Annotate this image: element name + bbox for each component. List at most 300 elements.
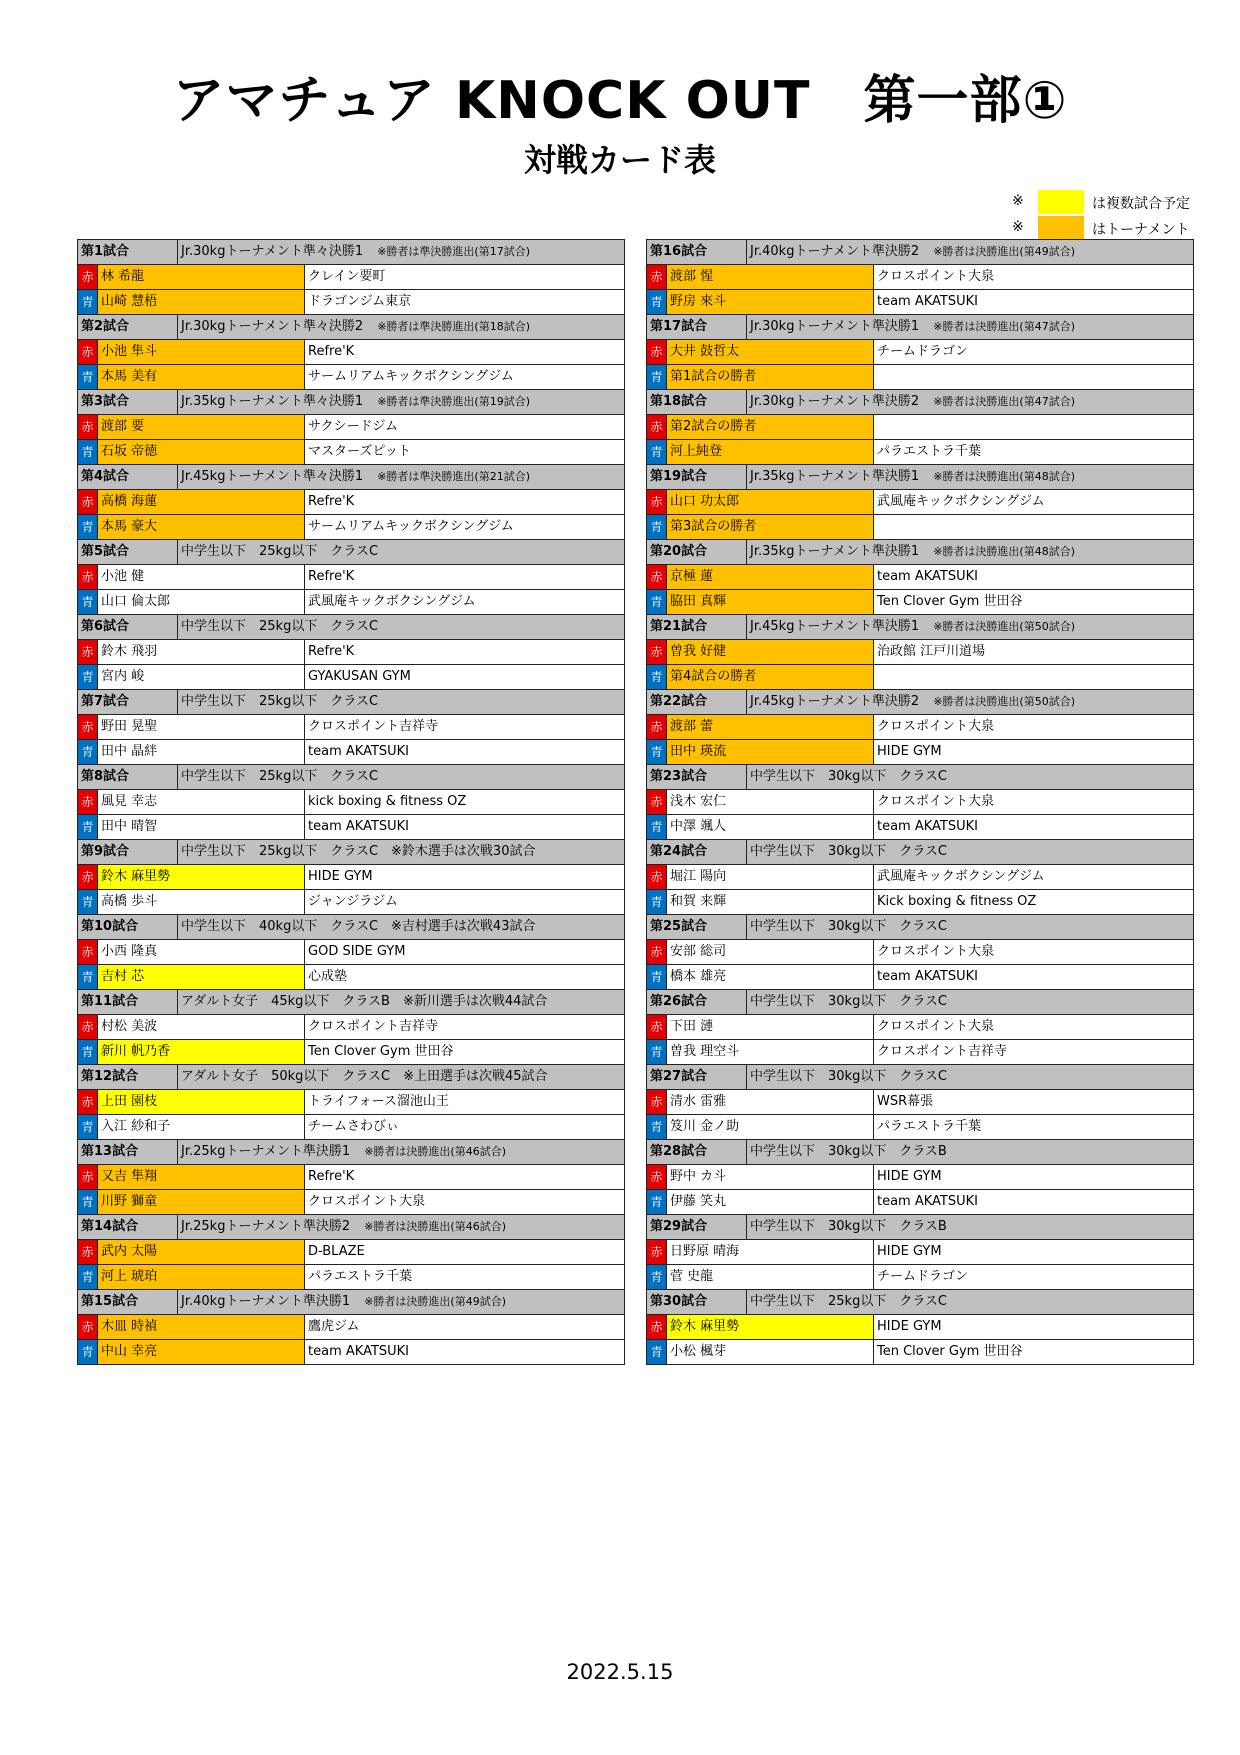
fighter-row-blue	[78, 440, 625, 465]
fighter-gym	[874, 515, 1194, 540]
match-info	[747, 1215, 1194, 1240]
fighter-row-red	[78, 865, 625, 890]
fighter-gym: HIDE GYM	[874, 1315, 1194, 1340]
match-number: 第6試合	[78, 615, 178, 640]
match-category: アダルト女子 45kg以下 クラスB ※新川選手は次戦44試合	[181, 994, 548, 1009]
fighter-row-blue	[647, 290, 1194, 315]
match-header-row	[647, 765, 1194, 790]
match-note: ※勝者は決勝進出(第48試合)	[933, 545, 1075, 558]
match-header-row	[647, 1065, 1194, 1090]
fighter-row-blue	[78, 740, 625, 765]
match-category: Jr.40kgトーナメント準決勝2	[750, 244, 920, 259]
legend-swatch-yellow	[1038, 190, 1084, 214]
fighter-gym: HIDE GYM	[874, 1165, 1194, 1190]
match-header-row	[78, 540, 625, 565]
blue-corner-badge: 青	[647, 815, 667, 840]
blue-corner-badge: 青	[78, 890, 98, 915]
match-header-row	[78, 615, 625, 640]
match-info	[747, 765, 1194, 790]
blue-corner-badge: 青	[647, 665, 667, 690]
fighter-gym	[874, 365, 1194, 390]
fighter-gym: トライフォース溜池山王	[305, 1090, 625, 1115]
fighter-row-red	[647, 1015, 1194, 1040]
fighter-name: 京極 蓮	[667, 565, 874, 590]
fighter-name: 曽我 理空斗	[667, 1040, 874, 1065]
match-info	[747, 840, 1194, 865]
match-header-row	[78, 390, 625, 415]
fighter-name: 山崎 慧梧	[98, 290, 305, 315]
match-category: Jr.25kgトーナメント準決勝2	[181, 1219, 351, 1234]
fighter-gym: team AKATSUKI	[305, 1340, 625, 1365]
blue-corner-badge: 青	[78, 515, 98, 540]
fighter-name: 第4試合の勝者	[667, 665, 874, 690]
fighter-row-red	[78, 940, 625, 965]
fighter-row-red	[647, 715, 1194, 740]
fighter-row-blue	[647, 965, 1194, 990]
red-corner-badge: 赤	[647, 1090, 667, 1115]
red-corner-badge: 赤	[647, 1015, 667, 1040]
fighter-row-red	[647, 790, 1194, 815]
fighter-name: 中澤 颯人	[667, 815, 874, 840]
fighter-gym: クロスポイント大泉	[874, 1015, 1194, 1040]
match-category: 中学生以下 30kg以下 クラスC	[750, 994, 948, 1009]
match-header-row	[647, 840, 1194, 865]
fighter-row-blue	[78, 965, 625, 990]
match-info	[747, 1065, 1194, 1090]
fighter-row-blue	[78, 515, 625, 540]
fighter-row-blue	[647, 1190, 1194, 1215]
fighter-row-red	[647, 415, 1194, 440]
fighter-gym: 鷹虎ジム	[305, 1315, 625, 1340]
match-number: 第7試合	[78, 690, 178, 715]
fighter-gym: パラエストラ千葉	[874, 1115, 1194, 1140]
match-note: ※勝者は決勝進出(第50試合)	[933, 620, 1075, 633]
blue-corner-badge: 青	[647, 740, 667, 765]
fighter-name: 林 希龍	[98, 265, 305, 290]
fighter-row-blue	[78, 1115, 625, 1140]
red-corner-badge: 赤	[647, 265, 667, 290]
match-category: 中学生以下 25kg以下 クラスC	[181, 544, 379, 559]
match-category: Jr.35kgトーナメント準決勝1	[750, 469, 920, 484]
red-corner-badge: 赤	[78, 1015, 98, 1040]
fighter-row-red	[78, 790, 625, 815]
fighter-name: 渡部 惺	[667, 265, 874, 290]
fighter-gym: D-BLAZE	[305, 1240, 625, 1265]
red-corner-badge: 赤	[647, 415, 667, 440]
match-note: ※勝者は準決勝進出(第19試合)	[377, 395, 531, 408]
legend-mark: ※	[1012, 193, 1024, 209]
fighter-name: 小池 隼斗	[98, 340, 305, 365]
match-header-row	[647, 690, 1194, 715]
match-info	[747, 315, 1194, 340]
blue-corner-badge: 青	[647, 515, 667, 540]
blue-corner-badge: 青	[78, 440, 98, 465]
fighter-name: 本馬 豪大	[98, 515, 305, 540]
fighter-gym: ジャンジラジム	[305, 890, 625, 915]
match-number: 第25試合	[647, 915, 747, 940]
legend-mark: ※	[1012, 219, 1024, 235]
fighter-name: 野房 來斗	[667, 290, 874, 315]
match-info	[747, 615, 1194, 640]
match-header-row	[78, 1140, 625, 1165]
left-match-column	[77, 239, 624, 1365]
fighter-gym: Refre'K	[305, 565, 625, 590]
fighter-row-red	[647, 640, 1194, 665]
blue-corner-badge: 青	[78, 1115, 98, 1140]
legend-text: はトーナメント	[1092, 222, 1190, 238]
match-header-row	[647, 990, 1194, 1015]
fighter-gym: パラエストラ千葉	[874, 440, 1194, 465]
fighter-name: 小西 隆真	[98, 940, 305, 965]
fighter-row-blue	[647, 890, 1194, 915]
match-note: ※勝者は決勝進出(第49試合)	[933, 245, 1075, 258]
fighter-gym: HIDE GYM	[305, 865, 625, 890]
fighter-row-red	[647, 490, 1194, 515]
match-number: 第12試合	[78, 1065, 178, 1090]
match-info	[178, 990, 625, 1015]
match-info	[747, 915, 1194, 940]
fighter-name: 鈴木 麻里勢	[98, 865, 305, 890]
fighter-gym: Ten Clover Gym 世田谷	[874, 590, 1194, 615]
blue-corner-badge: 青	[78, 1340, 98, 1365]
fighter-row-blue	[78, 1340, 625, 1365]
match-category: 中学生以下 30kg以下 クラスC	[750, 1069, 948, 1084]
fighter-name: 鈴木 麻里勢	[667, 1315, 874, 1340]
red-corner-badge: 赤	[78, 340, 98, 365]
match-note: ※勝者は決勝進出(第47試合)	[933, 320, 1075, 333]
fighter-gym: kick boxing & fitness OZ	[305, 790, 625, 815]
match-category: Jr.45kgトーナメント準々決勝1	[181, 469, 364, 484]
fighter-name: 第3試合の勝者	[667, 515, 874, 540]
fighter-gym	[874, 665, 1194, 690]
blue-corner-badge: 青	[647, 1190, 667, 1215]
match-category: 中学生以下 30kg以下 クラスC	[750, 844, 948, 859]
match-category: Jr.35kgトーナメント準決勝1	[750, 544, 920, 559]
fighter-row-blue	[647, 1265, 1194, 1290]
fighter-gym: Ten Clover Gym 世田谷	[874, 1340, 1194, 1365]
match-number: 第27試合	[647, 1065, 747, 1090]
match-info	[747, 540, 1194, 565]
blue-corner-badge: 青	[647, 590, 667, 615]
match-header-row	[647, 1215, 1194, 1240]
fighter-name: 吉村 芯	[98, 965, 305, 990]
match-info	[178, 915, 625, 940]
fighter-gym: Kick boxing & fitness OZ	[874, 890, 1194, 915]
blue-corner-badge: 青	[78, 290, 98, 315]
match-number: 第26試合	[647, 990, 747, 1015]
blue-corner-badge: 青	[647, 440, 667, 465]
match-number: 第17試合	[647, 315, 747, 340]
match-number: 第3試合	[78, 390, 178, 415]
match-header-row	[647, 315, 1194, 340]
match-number: 第4試合	[78, 465, 178, 490]
match-category: アダルト女子 50kg以下 クラスC ※上田選手は次戦45試合	[181, 1069, 548, 1084]
fighter-gym: サームリアムキックボクシングジム	[305, 365, 625, 390]
fighter-gym: Ten Clover Gym 世田谷	[305, 1040, 625, 1065]
fighter-name: 曽我 好健	[667, 640, 874, 665]
red-corner-badge: 赤	[78, 1090, 98, 1115]
fighter-gym: WSR幕張	[874, 1090, 1194, 1115]
match-number: 第13試合	[78, 1140, 178, 1165]
match-number: 第19試合	[647, 465, 747, 490]
fighter-name: 上田 園枝	[98, 1090, 305, 1115]
fighter-gym: クロスポイント大泉	[874, 715, 1194, 740]
fighter-row-red	[78, 1315, 625, 1340]
match-info	[747, 465, 1194, 490]
match-info	[178, 240, 625, 265]
fighter-row-blue	[647, 1340, 1194, 1365]
match-table-left	[77, 239, 625, 1365]
red-corner-badge: 赤	[78, 490, 98, 515]
match-number: 第21試合	[647, 615, 747, 640]
match-header-row	[647, 390, 1194, 415]
fighter-name: 田中 晴智	[98, 815, 305, 840]
match-header-row	[78, 1215, 625, 1240]
fighter-gym: team AKATSUKI	[874, 290, 1194, 315]
fighter-row-red	[78, 415, 625, 440]
fighter-gym: クロスポイント吉祥寺	[305, 1015, 625, 1040]
match-note: ※勝者は決勝進出(第48試合)	[933, 470, 1075, 483]
match-category: 中学生以下 25kg以下 クラスC	[181, 619, 379, 634]
fighter-row-red	[78, 340, 625, 365]
match-number: 第29試合	[647, 1215, 747, 1240]
fighter-gym: チームさわびぃ	[305, 1115, 625, 1140]
red-corner-badge: 赤	[647, 940, 667, 965]
fighter-name: 渡部 蕾	[667, 715, 874, 740]
fighter-name: 橋本 雄亮	[667, 965, 874, 990]
fighter-gym: チームドラゴン	[874, 1265, 1194, 1290]
fighter-row-blue	[647, 590, 1194, 615]
fighter-gym: Refre'K	[305, 640, 625, 665]
match-category: 中学生以下 30kg以下 クラスC	[750, 769, 948, 784]
match-category: Jr.30kgトーナメント準々決勝2	[181, 319, 364, 334]
red-corner-badge: 赤	[647, 565, 667, 590]
fighter-gym: GOD SIDE GYM	[305, 940, 625, 965]
match-category: 中学生以下 25kg以下 クラスC	[750, 1294, 948, 1309]
fighter-row-red	[647, 1240, 1194, 1265]
fighter-row-blue	[78, 815, 625, 840]
match-header-row	[647, 1290, 1194, 1315]
match-info	[178, 315, 625, 340]
fighter-name: 鈴木 飛羽	[98, 640, 305, 665]
fighter-gym: team AKATSUKI	[874, 965, 1194, 990]
fighter-row-red	[647, 565, 1194, 590]
fighter-gym: 武風庵キックボクシングジム	[305, 590, 625, 615]
fighter-name: 脇田 真輝	[667, 590, 874, 615]
match-header-row	[78, 1065, 625, 1090]
match-info	[747, 990, 1194, 1015]
red-corner-badge: 赤	[647, 865, 667, 890]
fighter-row-blue	[78, 1190, 625, 1215]
match-info	[178, 1140, 625, 1165]
fighter-name: 和賀 来輝	[667, 890, 874, 915]
blue-corner-badge: 青	[647, 1340, 667, 1365]
match-category: 中学生以下 25kg以下 クラスC	[181, 694, 379, 709]
match-info	[747, 390, 1194, 415]
fighter-row-red	[78, 265, 625, 290]
fighter-gym: チームドラゴン	[874, 340, 1194, 365]
fighter-gym: マスターズピット	[305, 440, 625, 465]
fighter-name: 小松 楓芽	[667, 1340, 874, 1365]
event-date: 2022.5.15	[566, 1660, 674, 1684]
fighter-name: 高橋 海蓮	[98, 490, 305, 515]
fighter-name: 木皿 時禎	[98, 1315, 305, 1340]
match-info	[747, 690, 1194, 715]
fighter-row-red	[647, 1165, 1194, 1190]
blue-corner-badge: 青	[78, 965, 98, 990]
match-info	[178, 1215, 625, 1240]
red-corner-badge: 赤	[78, 565, 98, 590]
match-note: ※勝者は準決勝進出(第17試合)	[377, 245, 531, 258]
match-number: 第16試合	[647, 240, 747, 265]
match-number: 第20試合	[647, 540, 747, 565]
fighter-row-blue	[647, 1040, 1194, 1065]
match-number: 第14試合	[78, 1215, 178, 1240]
blue-corner-badge: 青	[647, 290, 667, 315]
fighter-gym: クロスポイント大泉	[874, 265, 1194, 290]
fighter-row-red	[78, 640, 625, 665]
fighter-row-red	[78, 1090, 625, 1115]
fighter-gym: サクシードジム	[305, 415, 625, 440]
match-number: 第23試合	[647, 765, 747, 790]
match-header-row	[647, 240, 1194, 265]
fighter-name: 又吉 隼翔	[98, 1165, 305, 1190]
fighter-row-blue	[78, 365, 625, 390]
legend-text: は複数試合予定	[1092, 196, 1190, 212]
match-category: 中学生以下 40kg以下 クラスC ※吉村選手は次戦43試合	[181, 919, 536, 934]
fighter-row-blue	[647, 440, 1194, 465]
red-corner-badge: 赤	[78, 715, 98, 740]
match-header-row	[78, 690, 625, 715]
red-corner-badge: 赤	[78, 640, 98, 665]
fighter-name: 第2試合の勝者	[667, 415, 874, 440]
fighter-row-red	[78, 490, 625, 515]
red-corner-badge: 赤	[647, 1315, 667, 1340]
fighter-gym: サームリアムキックボクシングジム	[305, 515, 625, 540]
red-corner-badge: 赤	[647, 790, 667, 815]
fighter-row-red	[78, 715, 625, 740]
fighter-name: 下田 漣	[667, 1015, 874, 1040]
match-note: ※勝者は決勝進出(第46試合)	[364, 1220, 507, 1233]
fighter-row-blue	[647, 515, 1194, 540]
fighter-row-blue	[78, 665, 625, 690]
match-number: 第28試合	[647, 1140, 747, 1165]
match-number: 第10試合	[78, 915, 178, 940]
fighter-name: 河上 琥珀	[98, 1265, 305, 1290]
red-corner-badge: 赤	[78, 1315, 98, 1340]
match-note: ※勝者は決勝進出(第49試合)	[364, 1295, 507, 1308]
fighter-gym: 治政館 江戸川道場	[874, 640, 1194, 665]
fighter-gym: クロスポイント大泉	[874, 940, 1194, 965]
match-info	[178, 390, 625, 415]
blue-corner-badge: 青	[78, 1265, 98, 1290]
fighter-name: 安部 総司	[667, 940, 874, 965]
red-corner-badge: 赤	[78, 790, 98, 815]
fighter-name: 武内 太陽	[98, 1240, 305, 1265]
match-category: Jr.30kgトーナメント準決勝1	[750, 319, 920, 334]
match-number: 第22試合	[647, 690, 747, 715]
fighter-gym: パラエストラ千葉	[305, 1265, 625, 1290]
fighter-name: 村松 美波	[98, 1015, 305, 1040]
red-corner-badge: 赤	[78, 265, 98, 290]
match-header-row	[78, 990, 625, 1015]
legend-swatch-orange	[1038, 216, 1084, 240]
match-number: 第24試合	[647, 840, 747, 865]
match-header-row	[647, 540, 1194, 565]
match-number: 第2試合	[78, 315, 178, 340]
match-note: ※勝者は準決勝進出(第18試合)	[377, 320, 531, 333]
fighter-gym: HIDE GYM	[874, 740, 1194, 765]
match-header-row	[78, 240, 625, 265]
red-corner-badge: 赤	[78, 415, 98, 440]
match-category: Jr.35kgトーナメント準々決勝1	[181, 394, 364, 409]
match-number: 第30試合	[647, 1290, 747, 1315]
red-corner-badge: 赤	[78, 940, 98, 965]
match-info	[178, 840, 625, 865]
fighter-gym: クロスポイント大泉	[874, 790, 1194, 815]
fighter-gym: Refre'K	[305, 490, 625, 515]
blue-corner-badge: 青	[78, 365, 98, 390]
fighter-name: 笈川 金ノ助	[667, 1115, 874, 1140]
fighter-name: 渡部 要	[98, 415, 305, 440]
fighter-name: 堀江 陽向	[667, 865, 874, 890]
match-info	[178, 615, 625, 640]
fighter-gym: GYAKUSAN GYM	[305, 665, 625, 690]
blue-corner-badge: 青	[647, 1115, 667, 1140]
match-info	[178, 765, 625, 790]
blue-corner-badge: 青	[78, 590, 98, 615]
fighter-name: 浅木 宏仁	[667, 790, 874, 815]
blue-corner-badge: 青	[647, 1040, 667, 1065]
fighter-name: 入江 紗和子	[98, 1115, 305, 1140]
fighter-name: 山口 倫太郎	[98, 590, 305, 615]
match-header-row	[647, 615, 1194, 640]
fighter-name: 大井 鼓哲太	[667, 340, 874, 365]
match-category: Jr.40kgトーナメント準決勝1	[181, 1294, 351, 1309]
red-corner-badge: 赤	[78, 1240, 98, 1265]
fighter-row-red	[647, 265, 1194, 290]
fighter-name: 菅 史龍	[667, 1265, 874, 1290]
fighter-gym: クロスポイント吉祥寺	[874, 1040, 1194, 1065]
match-category: 中学生以下 25kg以下 クラスC	[181, 769, 379, 784]
match-header-row	[78, 465, 625, 490]
fighter-name: 伊藤 笑丸	[667, 1190, 874, 1215]
match-info	[178, 540, 625, 565]
match-info	[747, 1290, 1194, 1315]
fighter-gym: 心成塾	[305, 965, 625, 990]
fighter-name: 高橋 歩斗	[98, 890, 305, 915]
red-corner-badge: 赤	[647, 340, 667, 365]
fighter-gym: team AKATSUKI	[874, 1190, 1194, 1215]
match-category: Jr.30kgトーナメント準決勝2	[750, 394, 920, 409]
match-header-row	[78, 840, 625, 865]
blue-corner-badge: 青	[78, 740, 98, 765]
red-corner-badge: 赤	[647, 640, 667, 665]
fighter-name: 田中 瑛流	[667, 740, 874, 765]
fighter-row-red	[647, 940, 1194, 965]
fighter-name: 中山 幸亮	[98, 1340, 305, 1365]
red-corner-badge: 赤	[647, 715, 667, 740]
fighter-name: 小池 健	[98, 565, 305, 590]
fighter-gym: team AKATSUKI	[874, 815, 1194, 840]
match-category: Jr.30kgトーナメント準々決勝1	[181, 244, 364, 259]
match-note: ※勝者は決勝進出(第47試合)	[933, 395, 1075, 408]
match-header-row	[647, 915, 1194, 940]
fighter-name: 田中 晶絆	[98, 740, 305, 765]
fighter-row-red	[647, 865, 1194, 890]
match-category: 中学生以下 30kg以下 クラスB	[750, 1144, 947, 1159]
red-corner-badge: 赤	[647, 490, 667, 515]
